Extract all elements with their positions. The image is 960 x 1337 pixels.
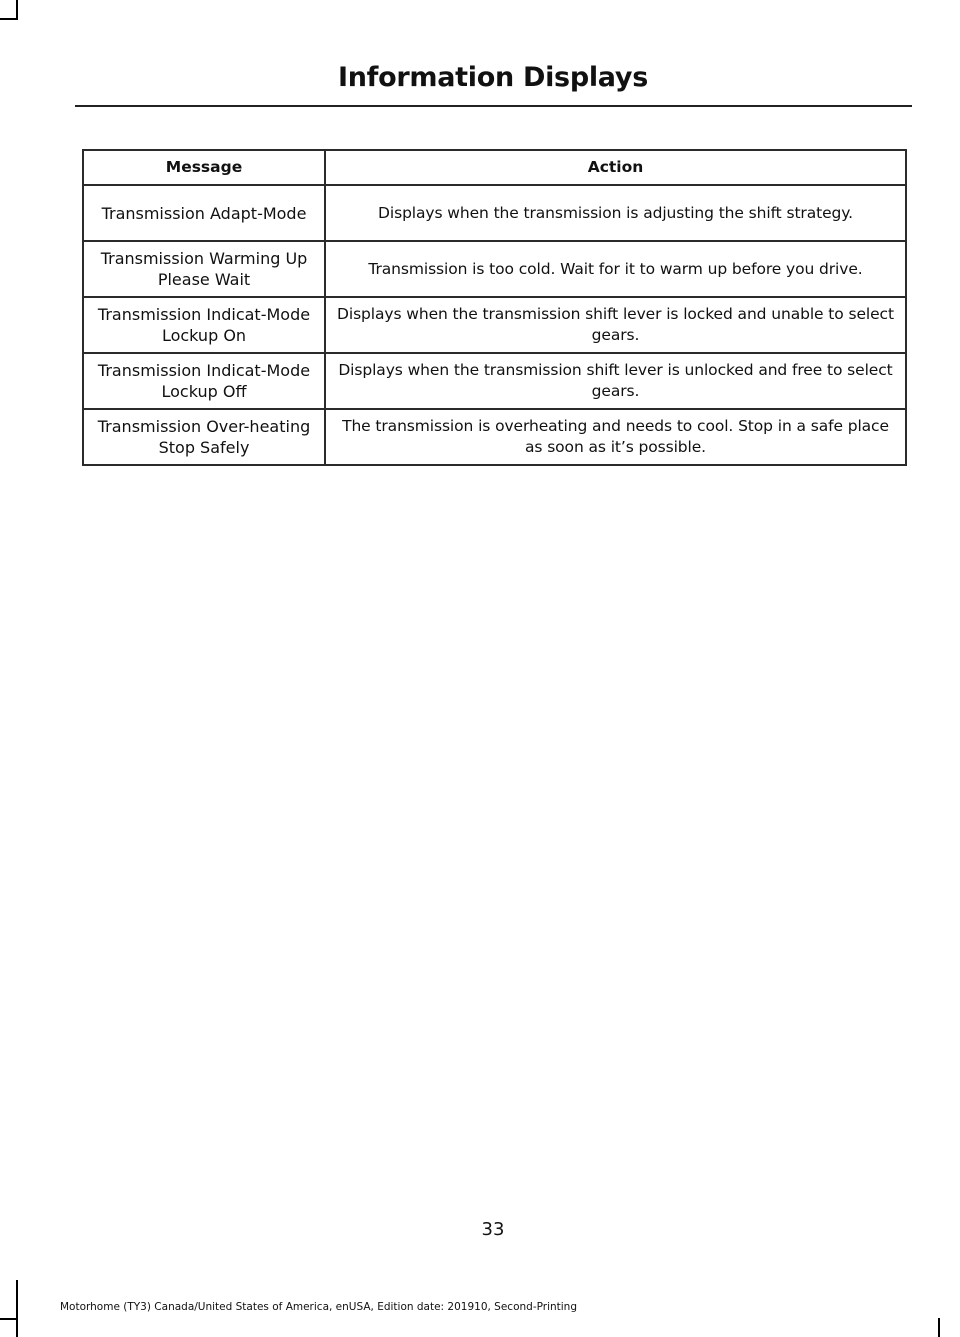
table-row [83,409,906,465]
message-cell: Transmission Indicat-Mode Lockup On [83,297,325,353]
crop-mark-bottom-left [16,1280,18,1337]
column-header-action: Action [325,150,906,185]
table-row [83,185,906,241]
crop-mark-bottom-left-horizontal [0,1318,18,1320]
crop-mark-top-left [16,0,18,20]
crop-mark-bottom-right [938,1318,940,1337]
action-cell: Displays when the transmission is adjusting the shift strategy. [325,185,906,241]
page-title: Information Displays [338,62,648,93]
message-cell: Transmission Over-heating Stop Safely [83,409,325,465]
crop-mark-top-left-horizontal [0,18,18,20]
action-cell: Displays when the transmission shift lever is unlocked and free to select gears. [325,353,906,409]
table-row [83,241,906,297]
action-cell: Displays when the transmission shift lever is locked and unable to select gears. [325,297,906,353]
action-cell: Transmission is too cold. Wait for it to warm up before you drive. [325,241,906,297]
table-row [83,297,906,353]
column-header-message: Message [83,150,325,185]
message-cell: Transmission Adapt-Mode [83,185,325,241]
message-cell: Transmission Indicat-Mode Lockup Off [83,353,325,409]
page-number: 33 [481,1219,505,1240]
message-action-table [82,149,907,466]
title-divider [75,105,912,107]
edition-footer: Motorhome (TY3) Canada/United States of America, enUSA, Edition date: 201910, Second-Printing [60,1301,577,1313]
table-header-row [83,150,906,185]
action-cell: The transmission is overheating and needs to cool. Stop in a safe place as soon as it’s possible. [325,409,906,465]
table-row [83,353,906,409]
message-cell: Transmission Warming Up Please Wait [83,241,325,297]
